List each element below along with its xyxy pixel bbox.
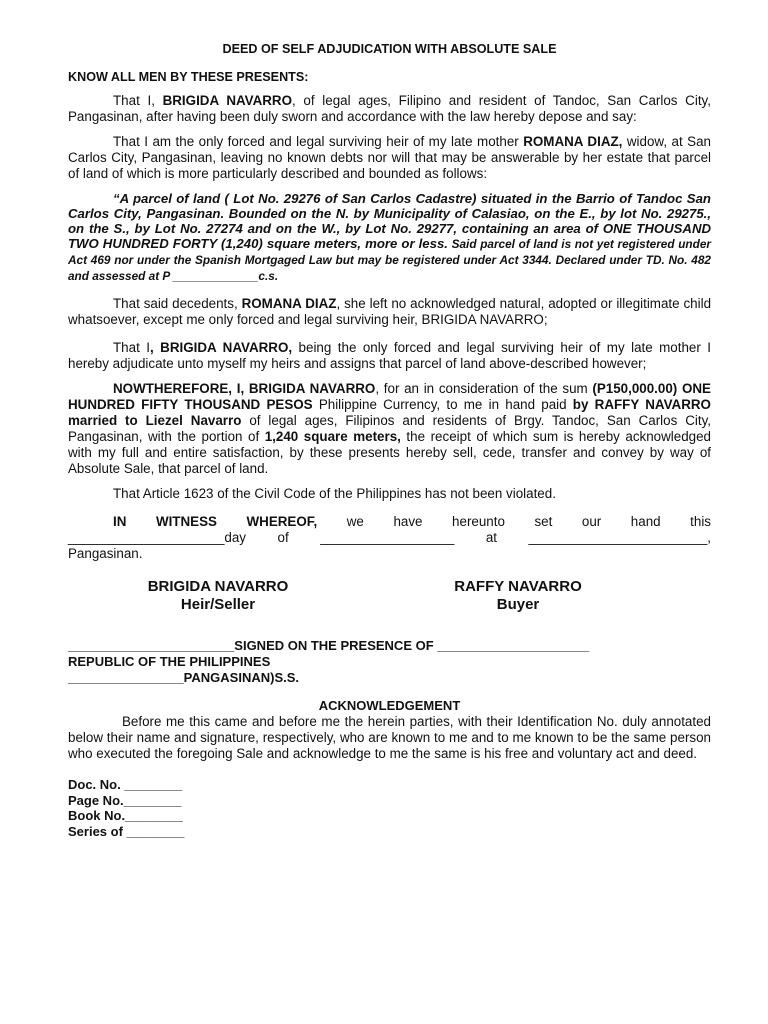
page-no: Page No.________ [68, 792, 182, 808]
paragraph-sale: NOWTHEREFORE, I, BRIGIDA NAVARRO, for an in consideration of the sum (P150,000.00) ONE HUNDRED FIFTY THOUSAND PESOS Philippine Currency, to me in hand paid by RAFFY NAVARRO married to Liezel Navarro of legal ages, Filipinos and residents of Brgy. Tandoc, San Carlos City, Pangasinan, with the portion of 1,240 square meters, the receipt of which sum is hereby acknowledged with my full and entire satisfaction, by these presents hereby sell, cede, transfer and convey by way of Absolute Sale, that parcel of land. [68, 381, 711, 476]
signatory-name: RAFFY NAVARRO [454, 578, 582, 595]
deed-body [68, 41, 711, 839]
document-title: DEED OF SELF ADJUDICATION WITH ABSOLUTE SALE [222, 42, 557, 56]
signed-presence-line: _______________________SIGNED ON THE PRESENCE OF _____________________ [68, 638, 590, 653]
doc-no: Doc. No. ________ [68, 777, 183, 792]
seller-name: BRIGIDA NAVARRO [162, 93, 293, 108]
paragraph-article: That Article 1623 of the Civil Code of the Philippines has not been violated. [113, 486, 556, 501]
witness-clause: IN WITNESS WHEREOF, we have hereunto set our hand this [113, 514, 712, 529]
province-line: ________________PANGASINAN)S.S. [68, 670, 300, 685]
signatory-role: Buyer [496, 596, 540, 613]
witness-place: Pangasinan. [68, 546, 143, 561]
sale-amount: (P150,000.00) ONE HUNDRED FIFTY THOUSAND PESOS [68, 381, 711, 412]
decedent-name: ROMANA DIAZ, [523, 134, 623, 149]
buyer-clause: by RAFFY NAVARRO married to Liezel Navarro [68, 397, 711, 428]
signature-seller [135, 578, 301, 614]
book-no: Book No.________ [68, 808, 183, 823]
signatory-role: Heir/Seller [180, 596, 256, 613]
acknowledgement-text: Before me this came and before me the herein parties, with their Identification No. duly annotated below their name and signature, respectively, who are known to me and to me known to be the same person who executed the foregoing Sale and acknowledge to me the same is his free and voluntary act and deed. [68, 714, 711, 761]
paragraph-adjudication: That I, BRIGIDA NAVARRO, being the only forced and legal surviving heir of my late mother I hereby adjudicate unto myself my heirs and assigns that parcel of land above-described however; [68, 340, 711, 371]
signatory-name: BRIGIDA NAVARRO [147, 578, 289, 595]
land-area: 1,240 square meters, [264, 429, 401, 444]
acknowledgement-title: ACKNOWLEDGEMENT [318, 698, 461, 713]
republic-line: REPUBLIC OF THE PHILIPPINES [68, 654, 271, 669]
paragraph-decedent: That said decedents, ROMANA DIAZ, she left no acknowledged natural, adopted or illegitimate child whatsoever, except me only forced and legal surviving heir, BRIGIDA NAVARRO; [68, 296, 712, 327]
lot-description: “A parcel of land ( Lot No. 29276 of San Carlos Cadastre) situated in the Barrio of Tandoc San Carlos City, Pangasinan. Bounded on the N. by Municipality of Calasiao, on the E., by lot No. 29275., on the S., by Lot No. 27274 and on the W., by Lot No. 29277, containing an area of ONE THOUSAND TWO HUNDRED FORTY (1,240) square meters, more or less. Said parcel of land is not yet registered under Act 469 nor under the Spanish Mortgaged Law but may be registered under Act 3344. Declared under TD. No. 482 and assessed at P _____________c.s. [68, 191, 711, 283]
signature-buyer [442, 578, 594, 614]
notary-registry [68, 777, 711, 839]
paragraph-heir: That I am the only forced and legal surviving heir of my late mother ROMANA DIAZ, widow, at San Carlos City, Pangasinan, leaving no known debts nor will that may be answerable by her estate that parcel of land of which is more particularly described and bounded as follows: [68, 134, 711, 181]
paragraph-declaration: That I, BRIGIDA NAVARRO, of legal ages, Filipino and resident of Tandoc, San Carlos City, Pangasinan, after having been duly sworn and accordance with the law hereby depose and say: [68, 93, 711, 124]
signature-block [68, 578, 711, 618]
witness-date-line: _____________________day of __________________ at ________________________, [68, 530, 711, 545]
opening-line: KNOW ALL MEN BY THESE PRESENTS: [68, 70, 309, 84]
series-of: Series of ________ [68, 823, 185, 839]
